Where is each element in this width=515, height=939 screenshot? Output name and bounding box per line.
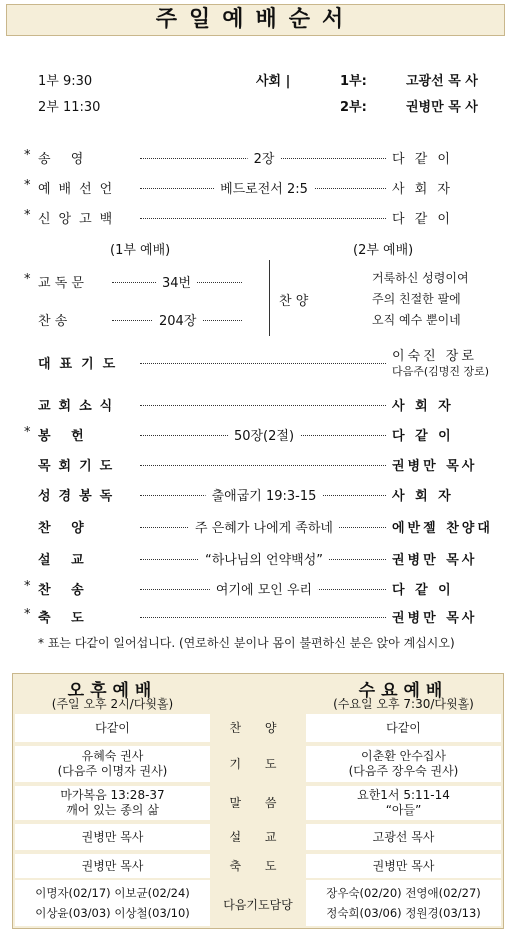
order-middle: 2장: [248, 148, 281, 167]
order-label: 찬 양: [38, 521, 92, 536]
split-row-1-label: 교 독 문: [38, 276, 84, 291]
wednesday-title: 수요예배: [358, 681, 449, 701]
order-star: *: [24, 208, 31, 223]
cell-line: 요한1서 5:11-14: [357, 788, 450, 802]
table-row-label: 축 도: [229, 859, 287, 873]
cell-line: 권병만 목사: [81, 829, 144, 844]
afternoon-sub: (주일 오후 2시/다윗홀): [51, 697, 174, 711]
choir-line: 주의 친절한 팔에: [372, 292, 461, 306]
host-second-name: 권병만 목 사: [406, 100, 478, 115]
duty-line: 정숙희(03/06) 정원경(03/13): [326, 906, 481, 920]
table-row-label: 기 도: [229, 757, 287, 771]
choir-line: 오직 예수 뿐이네: [372, 313, 461, 327]
cell-line: 고광선 목사: [372, 829, 435, 844]
afternoon-title: 오후예배: [67, 681, 158, 701]
prayer-duty-label: 다음기도담당: [223, 898, 293, 912]
host-first-label: 1부:: [340, 74, 367, 89]
wednesday-sub: (수요일 오후 7:30/다윗홀): [333, 697, 474, 711]
order-star: *: [24, 178, 31, 193]
order-star: *: [24, 425, 31, 440]
order-label: 목회기도: [38, 459, 121, 474]
first-service-label: (1부 예배): [110, 243, 171, 258]
order-right: 권병만 목사: [392, 553, 478, 568]
order-right: 다 같 이: [392, 583, 454, 598]
order-dots: [140, 465, 386, 466]
prayer-duty-left: [15, 880, 210, 926]
order-row: [24, 425, 500, 445]
service-time-1: 1부 9:30: [38, 74, 93, 89]
order-right: 사 회 자: [392, 489, 454, 504]
cell-line: 깨어 있는 종의 삶: [66, 803, 159, 817]
host-label: 사회 |: [256, 74, 291, 89]
cell-line: (다음주 장우숙 권사): [348, 764, 459, 778]
order-star: *: [24, 579, 31, 594]
afternoon-cell: [15, 746, 210, 782]
order-row: [24, 517, 500, 537]
choir-line: 거룩하신 성령이여: [372, 271, 469, 285]
order-row: [24, 607, 500, 627]
order-right: 다 같 이: [392, 429, 454, 444]
order-middle: 50장(2절): [228, 425, 300, 444]
order-label: 송 영: [38, 152, 92, 167]
order-right: 권병만 목사: [392, 611, 478, 626]
wednesday-cell: [306, 714, 501, 742]
cell-line: “아들”: [385, 803, 422, 817]
duty-line: 장우숙(02/20) 전영애(02/27): [326, 886, 481, 900]
order-middle: 베드로전서 2:5: [214, 178, 314, 197]
wednesday-cell: [306, 786, 501, 820]
prayer-duty-right: [306, 880, 501, 926]
prayer-next: 다음주(김명진 장로): [392, 365, 490, 378]
order-row: [24, 549, 500, 569]
split-row-2-label: 찬 송: [38, 314, 68, 329]
afternoon-cell: [15, 824, 210, 850]
cell-line: 다같이: [95, 720, 130, 735]
order-right: 다 같 이: [392, 212, 453, 227]
order-right: 권병만 목사: [392, 459, 478, 474]
order-row: [24, 579, 500, 599]
weekly-services-box: [12, 673, 504, 929]
order-label: 신앙고백: [38, 212, 121, 227]
order-label: 성경봉독: [38, 489, 121, 504]
order-row: [24, 148, 500, 168]
cell-line: 다같이: [386, 720, 421, 735]
order-middle: 주 은혜가 나에게 족하네: [189, 517, 339, 536]
cell-line: (다음주 이명자 권사): [57, 764, 168, 778]
order-label: 교회소식: [38, 399, 121, 414]
table-row-label: 말 씀: [229, 796, 287, 810]
order-row: [24, 485, 500, 505]
afternoon-cell: [15, 854, 210, 878]
order-label: 설 교: [38, 553, 92, 568]
order-label: 축 도: [38, 611, 92, 626]
host-first-name: 고광선 목 사: [406, 74, 478, 89]
cell-line: 마가복음 13:28-37: [60, 788, 165, 802]
order-middle: 여기에 모인 우리: [210, 579, 318, 598]
order-dots: [140, 405, 386, 406]
host-second-label: 2부:: [340, 100, 367, 115]
order-row: [24, 455, 500, 475]
second-service-label: (2부 예배): [353, 243, 414, 258]
duty-line: 이상윤(03/03) 이상철(03/10): [35, 906, 190, 920]
page-title: 주일예배순서: [6, 4, 505, 36]
order-row: [24, 178, 500, 198]
order-right: 사 회 자: [392, 399, 454, 414]
order-star: *: [24, 607, 31, 622]
wednesday-cell: [306, 854, 501, 878]
order-label: 봉 헌: [38, 429, 92, 444]
order-row: [24, 395, 500, 415]
order-dots: [140, 218, 386, 219]
order-middle: “하나님의 언약백성”: [199, 549, 329, 568]
cell-line: 권병만 목사: [372, 858, 435, 873]
cell-line: 유혜숙 권사: [81, 749, 144, 763]
choir-label: 찬 양: [279, 294, 309, 309]
afternoon-cell: [15, 714, 210, 742]
split-row-1-value: 34번: [156, 272, 197, 291]
order-label: 찬 송: [38, 583, 92, 598]
wednesday-cell: [306, 824, 501, 850]
order-row: [24, 208, 500, 228]
order-star: *: [24, 148, 31, 163]
split-row-1-star: *: [24, 272, 31, 287]
afternoon-cell: [15, 786, 210, 820]
order-middle: 출애굽기 19:3-15: [206, 485, 323, 504]
table-row-label: 찬 양: [229, 721, 287, 735]
service-time-2: 2부 11:30: [38, 100, 101, 115]
order-dots: [140, 617, 386, 618]
cell-line: 이춘환 안수집사: [361, 749, 446, 763]
wednesday-cell: [306, 746, 501, 782]
standing-note: * 표는 다같이 일어섭니다. (연로하신 분이나 몸이 불편하신 분은 앉아 계십시오): [38, 636, 455, 650]
order-right: 에반젤 찬양대: [392, 521, 493, 536]
order-label: 예배선언: [38, 182, 121, 197]
split-row-2-value: 204장: [153, 310, 202, 329]
choir-lines: [372, 268, 469, 331]
table-row-label: 설 교: [229, 830, 287, 844]
split-divider: [269, 260, 270, 336]
duty-line: 이명자(02/17) 이보균(02/24): [35, 886, 190, 900]
prayer-dots: [140, 363, 386, 364]
prayer-name: 이숙진 장로: [392, 349, 477, 364]
order-right: 다 같 이: [392, 152, 453, 167]
order-right: 사 회 자: [392, 182, 453, 197]
prayer-label: 대표기도: [38, 357, 125, 372]
cell-line: 권병만 목사: [81, 858, 144, 873]
